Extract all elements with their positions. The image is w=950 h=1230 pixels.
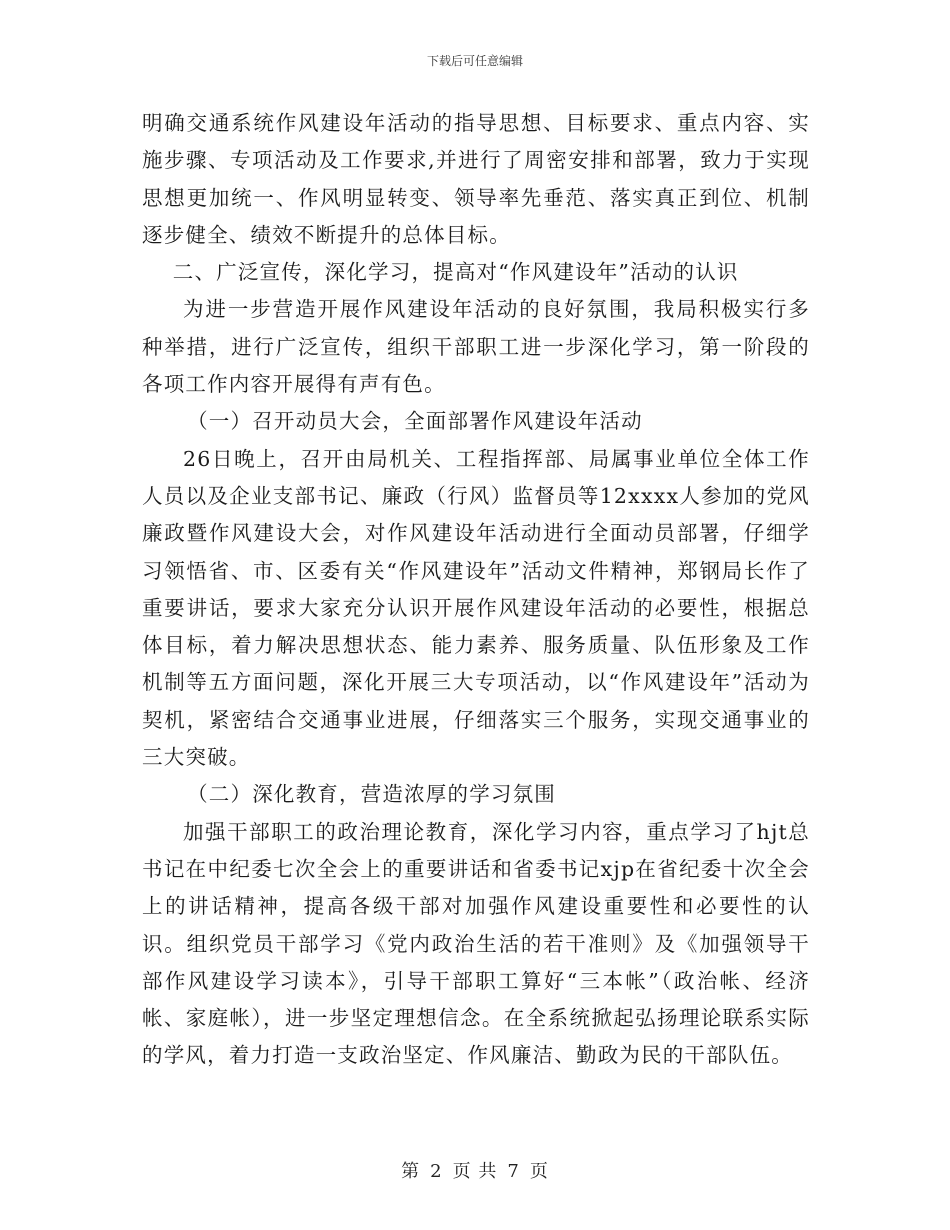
paragraph-1: 明确交通系统作风建设年活动的指导思想、目标要求、重点内容、实施步骤、专项活动及工作要求,并进行了周密安排和部署，致力于实现思想更加统一、作风明显转变、领导率先垂范、落实真正到位、机制逐步健全、绩效不断提升的总体目标。 xyxy=(142,111,810,247)
paragraph-2: 为进一步营造开展作风建设年活动的良好氛围，我局积极实行多种举措，进行广泛宣传，组织干部职工进一步深化学习，第一阶段的各项工作内容开展得有声有色。 xyxy=(142,297,810,397)
subheading-1: （一）召开动员大会，全面部署作风建设年活动 xyxy=(187,409,643,434)
section-heading-2: 二、广泛宣传，深化学习，提高对“作风建设年”活动的认识 xyxy=(172,260,739,285)
footer-total-pages: 7 xyxy=(507,1161,520,1182)
footer-middle: 页 共 xyxy=(452,1161,498,1182)
page-footer xyxy=(0,1157,950,1183)
subheading-2: （二）深化教育，营造浓厚的学习氛围 xyxy=(187,782,556,807)
page-header: 下载后可任意编辑 xyxy=(426,54,523,68)
footer-page-number: 2 xyxy=(430,1161,443,1182)
footer-suffix: 页 xyxy=(529,1161,549,1182)
paragraph-3: 26日晚上，召开由局机关、工程指挥部、局属事业单位全体工作人员以及企业支部书记、廉政（行风）监督员等12xxxx人参加的党风廉政暨作风建设大会，对作风建设年活动进行全面动员部署，仔细学习领悟省、市、区委有关“作风建设年”活动文件精神，郑钢局长作了重要讲话，要求大家充分认识开展作风建设年活动的必要性，根据总体目标，着力解决思想状态、能力素养、服务质量、队伍形象及工作机制等五方面问题，深化开展三大专项活动，以“作风建设年”活动为契机，紧密结合交通事业进展，仔细落实三个服务，实现交通事业的三大突破。 xyxy=(142,446,810,770)
paragraph-4: 加强干部职工的政治理论教育，深化学习内容，重点学习了hjt总书记在中纪委七次全会上的重要讲话和省委书记xjp在省纪委十次全会上的讲话精神，提高各级干部对加强作风建设重要性和必要性的认识。组织党员干部学习《党内政治生活的若干准则》及《加强领导干部作风建设学习读本》，引导干部职工算好“三本帐”（政治帐、经济帐、家庭帐），进一步坚定理想信念。在全系统掀起弘扬理论联系实际的学风，着力打造一支政治坚定、作风廉洁、勤政为民的干部队伍。 xyxy=(142,819,810,1068)
footer-prefix: 第 xyxy=(401,1161,421,1182)
document-body xyxy=(142,105,810,1075)
